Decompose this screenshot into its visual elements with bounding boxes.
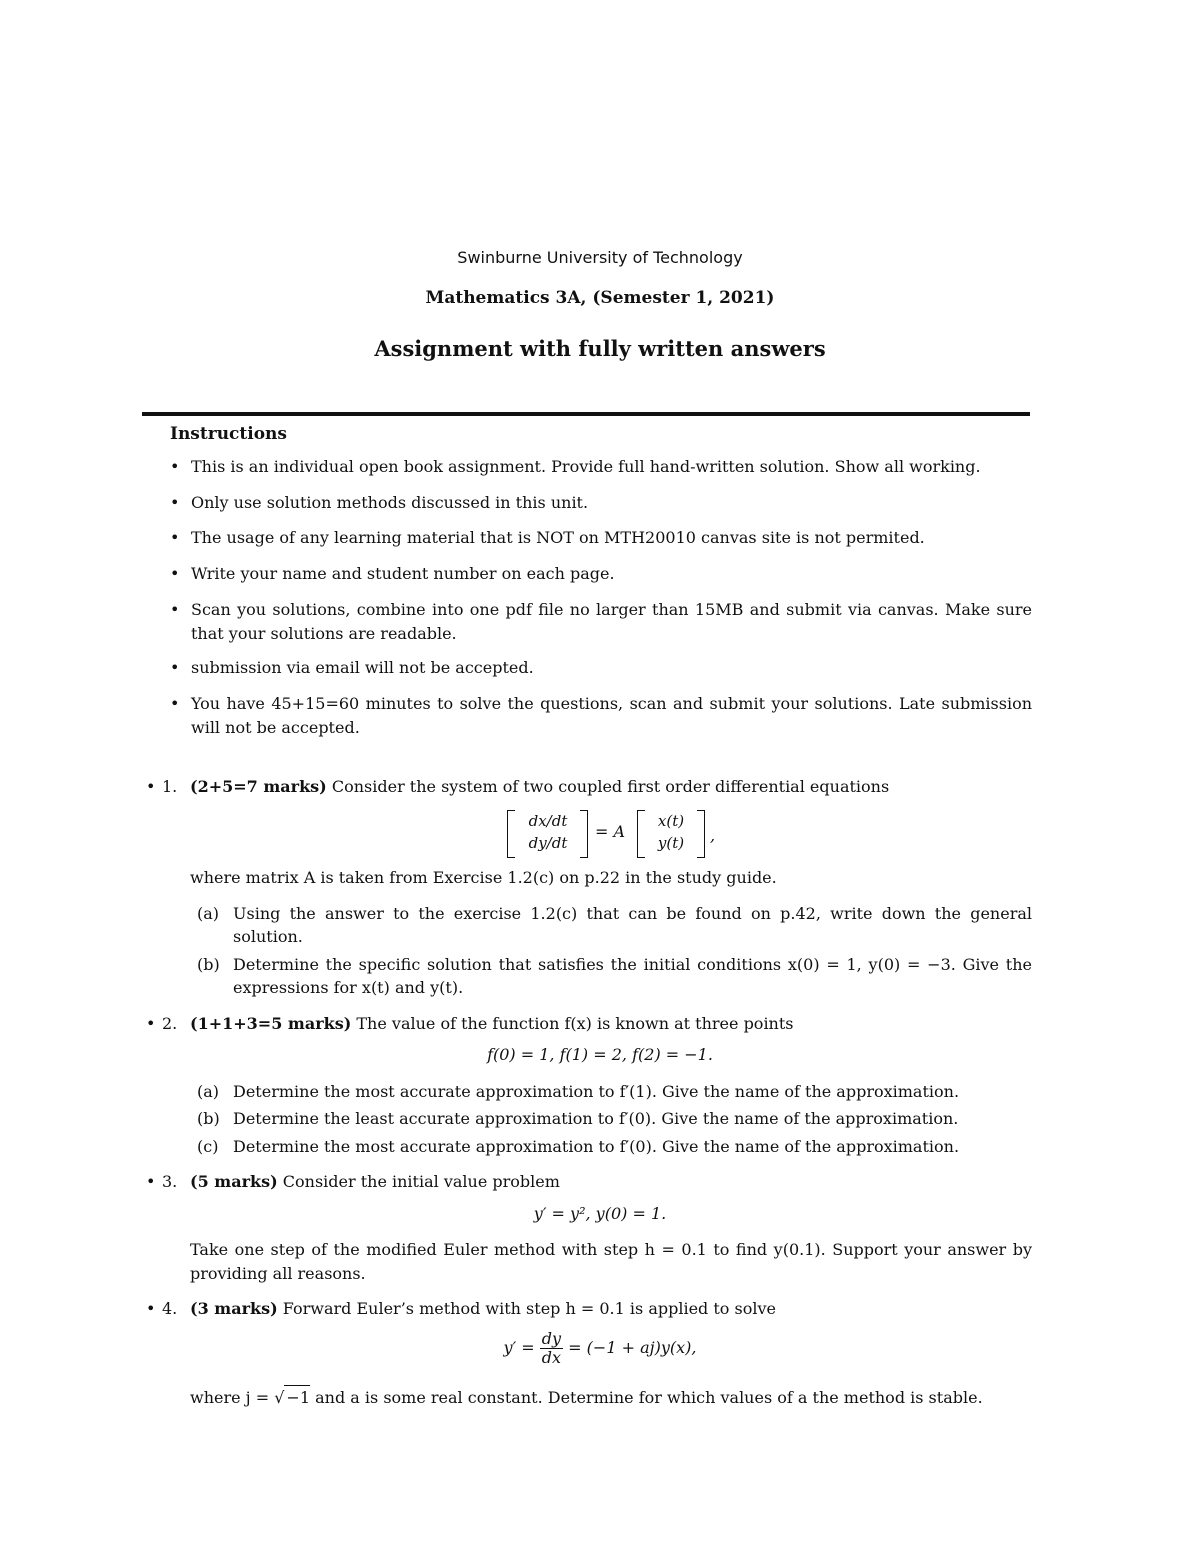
question-4-context: where j = √ −1 and a is some real constant. Determine for which values of a the method is stable.	[190, 1385, 1032, 1410]
question-2-header	[146, 1012, 1032, 1036]
instructions-heading: Instructions	[170, 424, 287, 444]
question-number: 1.	[162, 777, 178, 796]
question-prompt: Consider the system of two coupled first order differential equations	[331, 777, 890, 796]
question-4-header	[146, 1297, 1032, 1321]
bullet-icon: •	[170, 493, 180, 512]
question-3-header	[146, 1170, 1032, 1194]
rhs-vector: x(t) y(t)	[657, 812, 685, 852]
question-number: 4.	[162, 1299, 178, 1318]
lhs-vector: dx/dt dy/dt	[528, 812, 568, 852]
sqrt-radicand: −1	[284, 1385, 310, 1410]
bullet-icon: •	[170, 457, 180, 476]
question-3-equation: y′ = y², y(0) = 1.	[533, 1204, 667, 1223]
question-2-part-c: (c) Determine the most accurate approximation to f′(0). Give the name of the approximation.	[197, 1137, 960, 1156]
sqrt-icon: √	[274, 1388, 285, 1407]
bullet-icon: •	[170, 658, 180, 677]
instruction-item: • The usage of any learning material that is NOT on MTH20010 canvas site is not permited.	[170, 526, 1032, 550]
question-1-header	[146, 775, 1032, 799]
question-prompt: Consider the initial value problem	[282, 1172, 560, 1191]
instruction-item: • Write your name and student number on each page.	[170, 562, 1032, 586]
university-name: Swinburne University of Technology	[457, 248, 743, 267]
question-1-part-b: (b) Determine the specific solution that satisfies the initial conditions x(0) = 1, y(0) = −3. Give the expressions for x(t) and y(t).	[197, 955, 1032, 997]
right-bracket	[697, 810, 705, 858]
question-number: 3.	[162, 1172, 178, 1191]
question-prompt: Forward Euler’s method with step h = 0.1 is applied to solve	[282, 1299, 776, 1318]
instruction-item: • submission via email will not be accepted.	[170, 656, 1032, 680]
fraction: $\frac{dy}{dx}$	[541, 1329, 562, 1367]
question-prompt: The value of the function f(x) is known at three points	[356, 1014, 794, 1033]
question-3-instructions: Take one step of the modified Euler method with step h = 0.1 to find y(0.1). Support your answer by providing all reasons.	[190, 1240, 1032, 1283]
equals-A: = A	[595, 822, 626, 841]
question-2-part-a: (a) Determine the most accurate approximation to f′(1). Give the name of the approximation.	[197, 1082, 960, 1101]
question-number: 2.	[162, 1014, 178, 1033]
assignment-title: Assignment with fully written answers	[374, 336, 826, 361]
header-divider	[142, 412, 1030, 416]
bullet-icon: •	[146, 1172, 156, 1191]
question-marks: (2+5=7 marks)	[190, 777, 327, 796]
instruction-item: • Scan you solutions, combine into one pdf file no larger than 15MB and submit via canvas. Make sure that your solutions are readable.	[170, 600, 1032, 643]
bullet-icon: •	[146, 777, 156, 796]
assignment-page: Swinburne University of Technology Mathematics 3A, (Semester 1, 2021) Assignment with fully written answers Instructions • This is an individual open book assignment. Provide full hand-written solution. Show all working. • Only use solution methods discussed in this unit. • The usage of any learning material that is NOT on MTH20010 canvas site is not permited. • Write your name and student number on each page. • Scan you solutions, combine into one pdf file no larger than 15MB and submit via canvas. Make sure that your solutions are readable. • submission via email will not be accepted. • You have 45+15=60 minutes to solve the questions, scan and submit your solutions. Late submission will not be accepted. • 1. (2+5=7 marks) Consider the system of two coupled first order differential equations dx/dt dy/dt = A x(t) y(t) , where matrix A is taken from Exercise 1.2(c) on p.22 in the study guide. (a) Using the answer to the exercise 1.2(c) that can be found on p.42, write down the general solution. (b) Determine the specific solution that satisfies the initial conditions x(0) = 1, y(0) = −3. Give the expressions for x(t) and y(t). • 2. (1+1+3=5 marks) The value of the function f(x) is known at three points f(0) = 1, f(1) = 2, f(2) = −1. (a) Determine the most accurate approximation to f′(1). Give the name of the approximation. (b) Determine the least accurate approximation to f′(0). Give the name of the approximation. (c) Determine the most accurate approximation to f′(0). Give the name of the approximation. • 3. (5 marks) Consider the initial value problem y′ = y², y(0) = 1. Take one step of the modified Euler method with step h = 0.1 to find y(0.1). Support your answer by providing all reasons. • 4. (3 marks) Forward Euler’s method with step h = 0.1 is applied to solve y′ = $\frac{dy}{dx}$ = (−1 + aj)y(x), where j = √ −1 and a is some real constant. Determine for which values of a the method is stable.	[0, 0, 1200, 1553]
question-1-part-a: (a) Using the answer to the exercise 1.2(c) that can be found on p.42, write down the general solution.	[197, 904, 1032, 946]
left-bracket	[637, 810, 645, 858]
bullet-icon: •	[146, 1299, 156, 1318]
question-marks: (1+1+3=5 marks)	[190, 1014, 352, 1033]
instruction-item: • This is an individual open book assignment. Provide full hand-written solution. Show all working.	[170, 455, 1032, 479]
left-bracket	[507, 810, 515, 858]
instruction-item: • You have 45+15=60 minutes to solve the questions, scan and submit your solutions. Late submission will not be accepted.	[170, 694, 1032, 737]
right-bracket	[580, 810, 588, 858]
bullet-icon: •	[170, 600, 180, 619]
bullet-icon: •	[170, 694, 180, 713]
question-2-equation: f(0) = 1, f(1) = 2, f(2) = −1.	[487, 1045, 713, 1064]
instruction-item: • Only use solution methods discussed in this unit.	[170, 491, 1032, 515]
bullet-icon: •	[146, 1014, 156, 1033]
question-marks: (3 marks)	[190, 1299, 278, 1318]
course-title: Mathematics 3A, (Semester 1, 2021)	[425, 288, 775, 308]
question-marks: (5 marks)	[190, 1172, 278, 1191]
bullet-icon: •	[170, 528, 180, 547]
question-4-equation: y′ = $\frac{dy}{dx}$ = (−1 + aj)y(x),	[503, 1329, 697, 1367]
question-1-context: where matrix A is taken from Exercise 1.2(c) on p.22 in the study guide.	[190, 868, 777, 887]
question-2-part-b: (b) Determine the least accurate approximation to f′(0). Give the name of the approximation.	[197, 1109, 959, 1128]
bullet-icon: •	[170, 564, 180, 583]
